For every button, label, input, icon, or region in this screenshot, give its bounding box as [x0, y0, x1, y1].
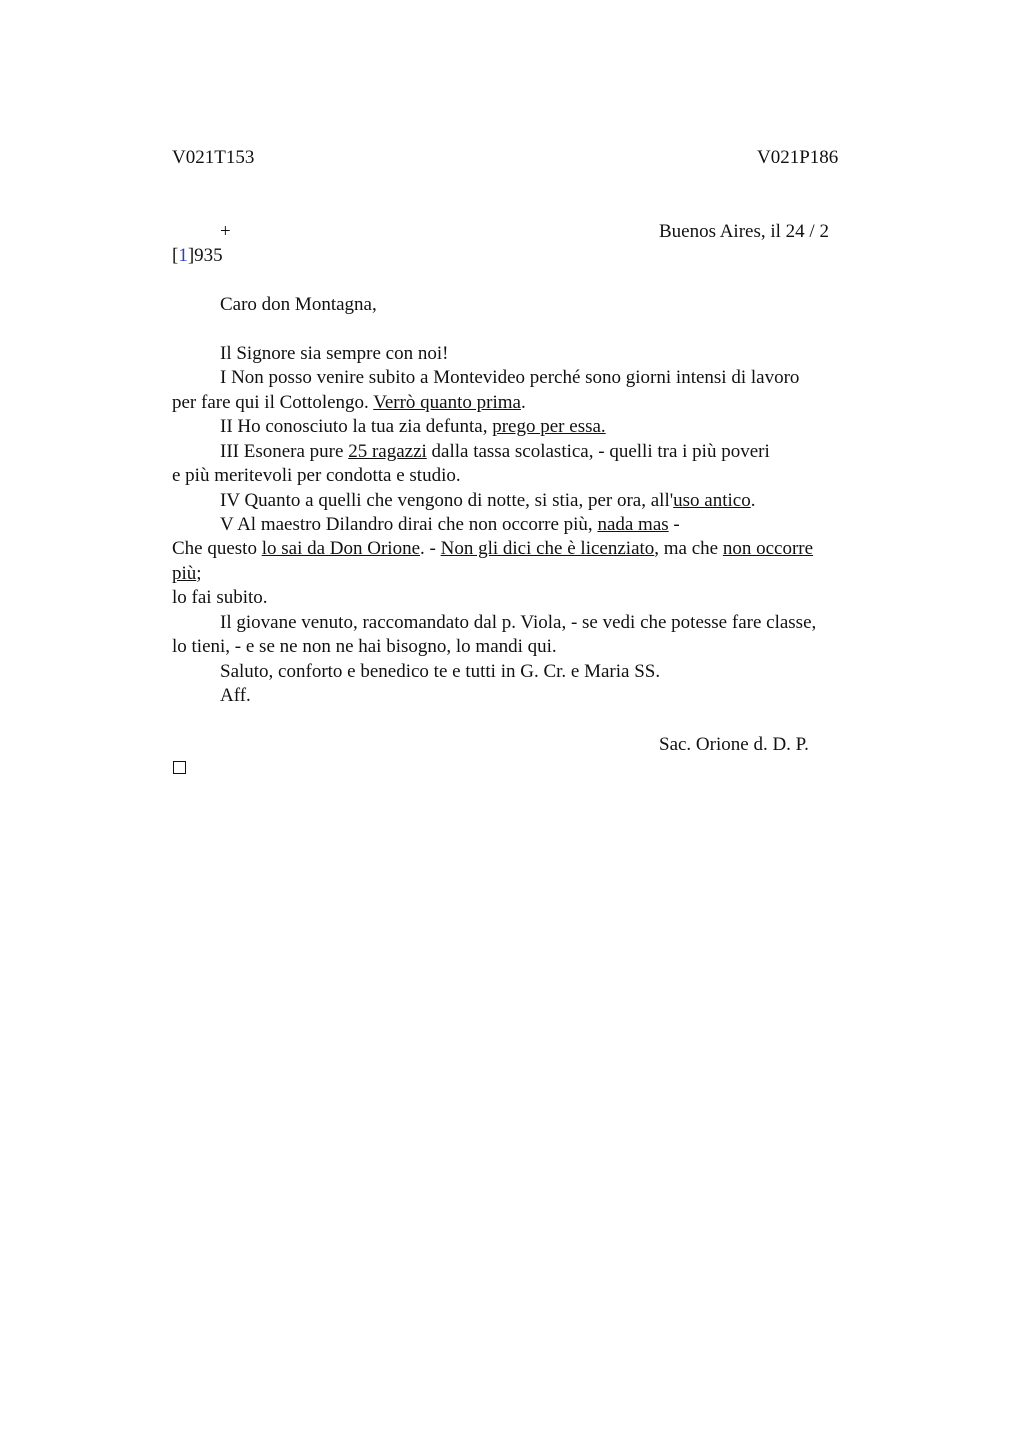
paragraph-3-line-2: e più meritevoli per condotta e studio. — [172, 465, 461, 486]
document-code-right: V021P186 — [757, 147, 839, 168]
underlined-text: nada mas — [597, 514, 669, 535]
cross-mark: + — [220, 221, 231, 242]
document-code-left: V021T153 — [172, 147, 255, 168]
salutation: Caro don Montagna, — [220, 294, 377, 315]
paragraph-6-line-1 — [172, 537, 813, 561]
paragraph-8-line-2: lo tieni, - e se ne non ne hai bisogno, lo mandi qui. — [172, 636, 557, 657]
year-bracket-close: ]935 — [187, 245, 223, 266]
underlined-text: non occorre — [722, 538, 814, 559]
closing-aff: Aff. — [220, 685, 251, 706]
text-run: . — [520, 392, 526, 413]
paragraph-6-line-2 — [172, 562, 202, 586]
text-run: . - — [420, 538, 441, 559]
paragraph-1-line-1: I Non posso venire subito a Montevideo perché sono giorni intensi di lavoro — [220, 367, 800, 388]
text-run: IV Quanto a quelli che vengono di notte, si stia, per ora, all' — [220, 490, 674, 511]
paragraph-2 — [220, 415, 606, 439]
checkbox-icon — [173, 761, 186, 774]
opening-line: Il Signore sia sempre con noi! — [220, 343, 449, 364]
underlined-text: lo sai da Don Orione — [261, 538, 421, 559]
text-run: ; — [196, 563, 202, 584]
place-date: Buenos Aires, il 24 / 2 — [659, 221, 829, 242]
text-run: per fare qui il Cottolengo. — [172, 392, 374, 413]
year-bracket-open: [ — [172, 245, 179, 266]
footnote-link[interactable]: 1 — [178, 245, 188, 266]
paragraph-3-line-1 — [220, 440, 770, 464]
underlined-text: Non gli dici che è licenziato — [440, 538, 655, 559]
underlined-text: 25 ragazzi — [348, 441, 427, 462]
paragraph-4 — [220, 489, 755, 513]
year-line — [172, 244, 223, 268]
text-run: dalla tassa scolastica, - quelli tra i più poveri — [426, 441, 770, 462]
underlined-text: prego per essa. — [492, 416, 606, 437]
paragraph-1-line-2 — [172, 391, 526, 415]
text-run: III Esonera pure — [220, 441, 349, 462]
signature: Sac. Orione d. D. P. — [659, 734, 809, 755]
text-run: II Ho conosciuto la tua zia defunta, — [220, 416, 493, 437]
paragraph-5 — [220, 513, 680, 537]
paragraph-8-line-1: Il giovane venuto, raccomandato dal p. Viola, - se vedi che potesse fare classe, — [220, 612, 817, 633]
text-run: . — [750, 490, 756, 511]
underlined-text: Verrò quanto prima — [373, 392, 521, 413]
text-run: , ma che — [654, 538, 723, 559]
closing-greeting: Saluto, conforto e benedico te e tutti in G. Cr. e Maria SS. — [220, 661, 661, 682]
text-run: - — [668, 514, 680, 535]
text-run: Che questo — [172, 538, 262, 559]
paragraph-7: lo fai subito. — [172, 587, 268, 608]
underlined-text: uso antico — [673, 490, 751, 511]
text-run: V Al maestro Dilandro dirai che non occorre più, — [220, 514, 598, 535]
underlined-text: più — [172, 563, 197, 584]
